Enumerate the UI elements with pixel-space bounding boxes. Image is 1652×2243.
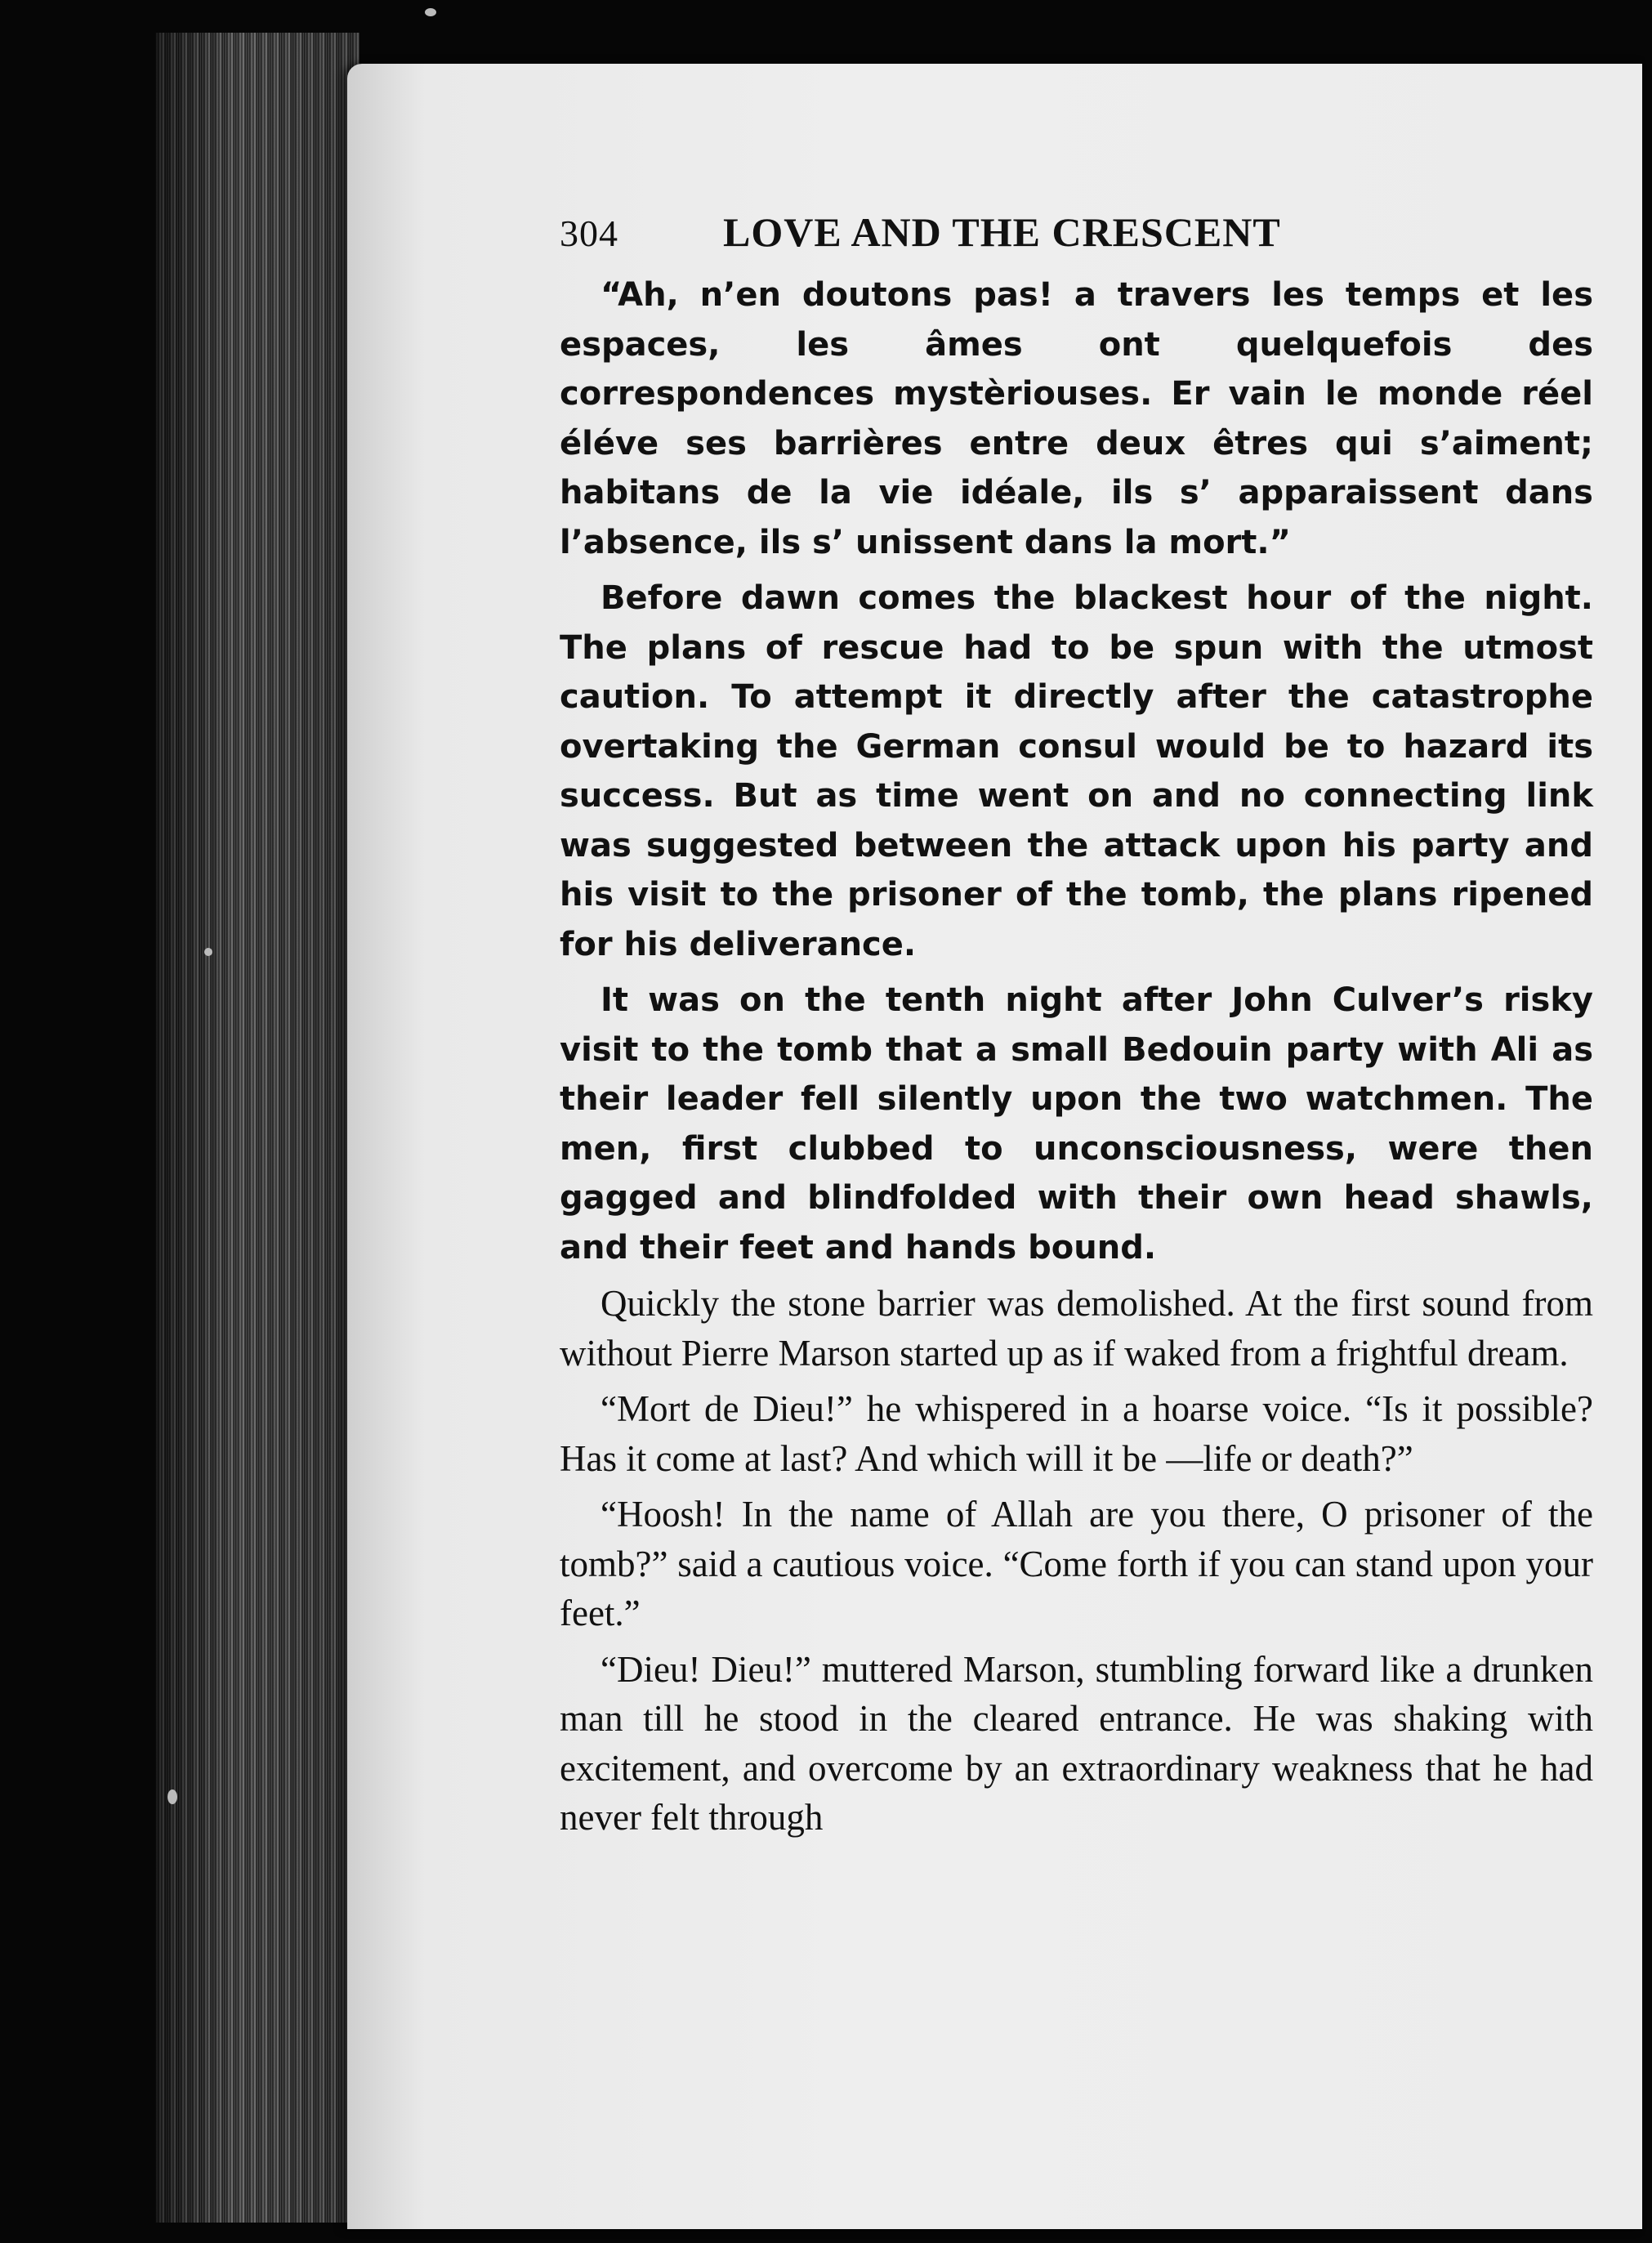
book-fore-edge — [155, 33, 359, 2223]
scan-speck — [204, 948, 212, 956]
paragraph-tenth-night: It was on the tenth night after John Culver’s risky visit to the tomb that a small Bedouin party with Ali as their leader fell silently upon the two watchmen. The men, first clubbed to unconsciousness, were then gagged and blindfolded with their own head shawls, and their feet and hands bound. — [560, 981, 1593, 1267]
page-number: 304 — [560, 212, 618, 254]
running-head — [560, 208, 1593, 256]
paragraph-stone-barrier: Quickly the stone barrier was demolished. At the first sound from without Pierre Marson started up as if waked from a frightful dream. — [560, 1283, 1593, 1374]
paragraph-mort-de-dieu: “Mort de Dieu!” he whispered in a hoarse voice. “Is it possible? Has it come at last? And which will it be —life or death?” — [560, 1388, 1593, 1479]
scan-speck — [167, 1789, 177, 1804]
running-head-title: LOVE AND THE CRESCENT — [723, 209, 1281, 255]
paragraph-dieu-dieu: “Dieu! Dieu!” muttered Marson, stumbling forward like a drunken man till he stood in the cleared entrance. He was shaking with excitement, and overcome by an extraordinary weakness that he had never felt through — [560, 1648, 1593, 1838]
paragraph-before-dawn: Before dawn comes the blackest hour of the night. The plans of rescue had to be spun with the utmost caution. To attempt it directly after the catastrophe overtaking the German consul would be to hazard its success. But as time went on and no connecting link was suggested between the attack upon his party and his visit to the prisoner of the tomb, the plans ripened for his deliverance. — [560, 579, 1593, 963]
paragraph-french-quote: “Ah, n’en doutons pas! a travers les temps et les espaces, les âmes ont quelquefois des correspondences mystèriouses. Er vain le monde réel éléve ses barrières entre deux êtres qui s’aiment; habitans de la vie idéale, ils s’ apparaissent dans l’absence, ils s’ unissent dans la mort.” — [560, 276, 1593, 561]
paragraph-hoosh: “Hoosh! In the name of Allah are you there, O prisoner of the tomb?” said a cautious voice. “Come forth if you can stand upon your feet.” — [560, 1494, 1593, 1633]
text-block — [560, 208, 1593, 1849]
scan-speck — [425, 8, 436, 16]
